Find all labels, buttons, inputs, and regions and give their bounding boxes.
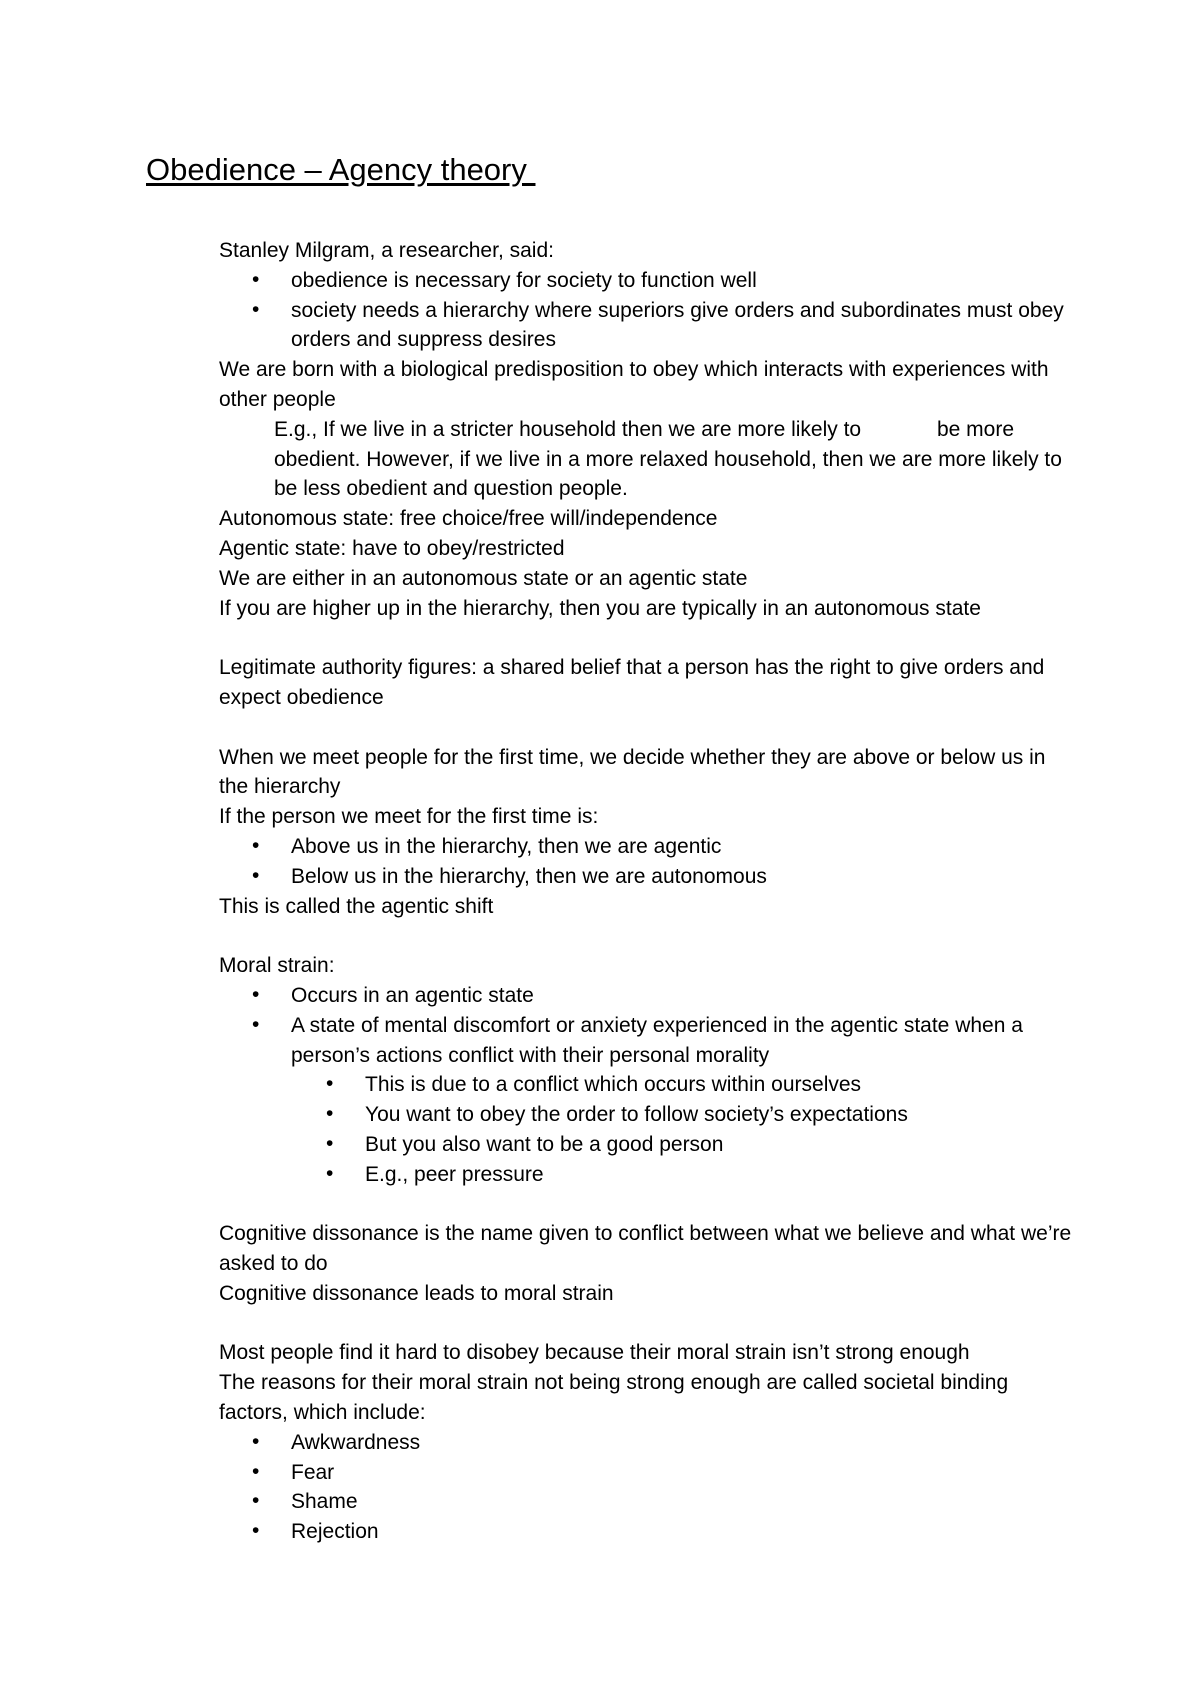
predisposition-text: We are born with a biological predisposition to obey which interacts with experiences with other people [219,358,1049,411]
list-item: • society needs a hierarchy where superiors give orders and subordinates must obey orders and suppress desires [219,296,1079,356]
paragraph-gap [219,1309,1079,1339]
document-title: Obedience – Agency theory [146,152,536,187]
list-item: • Above us in the hierarchy, then we are agentic [219,832,1079,862]
paragraph-gap [219,623,1079,653]
agentic-state-definition: Agentic state: have to obey/restricted [219,536,565,560]
milgram-intro: Stanley Milgram, a researcher, said: [219,239,554,262]
either-state-text: We are either in an autonomous state or an agentic state [219,566,748,590]
sub-list-item: • E.g., peer pressure [219,1160,1079,1190]
list-item: • A state of mental discomfort or anxiety experienced in the agentic state when a person’s actions conflict with their personal morality [219,1011,1079,1071]
sub-list-item: • You want to obey the order to follow society’s expectations [219,1100,1079,1130]
moral-strain-heading: Moral strain: [219,954,335,978]
list-item: • Rejection [219,1517,1079,1547]
dissonance-leads-text: Cognitive dissonance leads to moral strain [219,1281,614,1305]
list-item: • Shame [219,1487,1079,1517]
hard-to-disobey-text: Most people find it hard to disobey because their moral strain isn’t strong enough [219,1341,970,1365]
list-item: • obedience is necessary for society to function well [219,266,1079,296]
list-item: • Below us in the hierarchy, then we are autonomous [219,862,1079,892]
agentic-shift-list [219,832,1079,892]
milgram-list [219,266,1079,355]
higher-up-text: If you are higher up in the hierarchy, then you are typically in an autonomous state [219,596,981,620]
moral-strain-list [219,981,1079,1190]
list-item: • Occurs in an agentic state [219,981,1079,1011]
list-item: • Awkwardness [219,1428,1079,1458]
agentic-shift-text: This is called the agentic shift [219,894,494,918]
document-body [219,236,1079,1547]
paragraph-gap [219,1190,1079,1220]
autonomous-state-definition: Autonomous state: free choice/free will/independence [219,507,718,531]
household-example: E.g., If we live in a stricter household then we are more likely to be more obedient. However, if we live in a more relaxed household, then we are more likely to be less obedient and question people. [274,417,1068,501]
paragraph-gap [219,713,1079,743]
paragraph-gap [219,921,1079,951]
binding-factors-intro: The reasons for their moral strain not being strong enough are called societal binding factors, which include: [219,1371,1009,1425]
sub-list-item: • This is due to a conflict which occurs within ourselves [219,1070,1079,1100]
sub-list-item: • But you also want to be a good person [219,1130,1079,1160]
binding-factors-list [219,1428,1079,1547]
cognitive-dissonance-definition: Cognitive dissonance is the name given to conflict between what we believe and what we’re asked to do [219,1222,1072,1276]
list-item: • Fear [219,1458,1079,1488]
if-person-text: If the person we meet for the first time is: [219,805,599,829]
first-meet-text: When we meet people for the first time, we decide whether they are above or below us in the hierarchy [219,745,1046,799]
legitimate-authority-definition: Legitimate authority figures: a shared belief that a person has the right to give orders and expect obedience [219,656,1045,709]
